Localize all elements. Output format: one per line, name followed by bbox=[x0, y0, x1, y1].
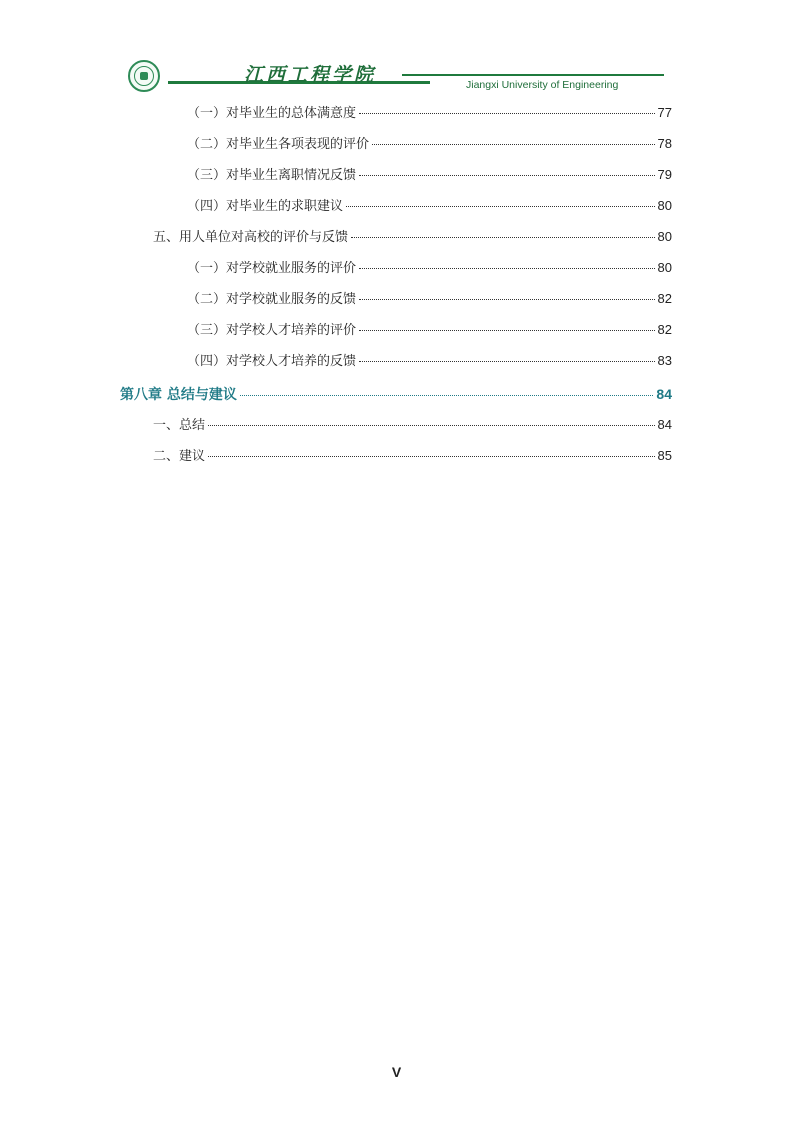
toc-entry-label: （四）对学校人才培养的反馈 bbox=[187, 354, 357, 369]
toc-entry[interactable] bbox=[187, 257, 672, 279]
toc-entry[interactable] bbox=[187, 133, 672, 155]
toc-entry-label: （二）对毕业生各项表现的评价 bbox=[187, 137, 370, 152]
page-header bbox=[0, 0, 793, 100]
toc-entry-page: 80 bbox=[657, 198, 672, 213]
toc-entry[interactable] bbox=[153, 414, 672, 436]
toc-entry-page: 79 bbox=[657, 167, 672, 182]
toc-entry-page: 82 bbox=[657, 291, 672, 306]
toc-entry[interactable] bbox=[187, 288, 672, 310]
toc-entry-page: 77 bbox=[657, 105, 672, 120]
toc-leader-dots bbox=[359, 330, 655, 331]
toc-entry-label: 第八章 总结与建议 bbox=[120, 387, 237, 403]
toc-entry-label: 二、建议 bbox=[153, 449, 206, 464]
toc-entry[interactable] bbox=[187, 350, 672, 372]
toc-entry-page: 84 bbox=[657, 417, 672, 432]
toc-leader-dots bbox=[240, 395, 654, 396]
toc-entry[interactable] bbox=[153, 226, 672, 248]
toc-entry-page: 80 bbox=[657, 260, 672, 275]
toc-entry-label: （二）对学校就业服务的反馈 bbox=[187, 292, 357, 307]
toc-leader-dots bbox=[351, 237, 655, 238]
toc-entry[interactable] bbox=[187, 319, 672, 341]
page-number: V bbox=[391, 1064, 402, 1080]
header-rule-upper bbox=[402, 74, 664, 76]
toc-leader-dots bbox=[346, 206, 655, 207]
toc-leader-dots bbox=[208, 456, 655, 457]
toc-leader-dots bbox=[359, 268, 655, 269]
toc-entry-label: （三）对毕业生离职情况反馈 bbox=[187, 168, 357, 183]
toc-entry-label: 一、总结 bbox=[153, 418, 206, 433]
toc-entry-page: 82 bbox=[657, 322, 672, 337]
toc-entry-page: 78 bbox=[657, 136, 672, 151]
toc-leader-dots bbox=[359, 361, 655, 362]
school-name-cn: 江西工程学院 bbox=[244, 64, 377, 86]
toc-entry-page: 80 bbox=[657, 229, 672, 244]
toc-leader-dots bbox=[208, 425, 655, 426]
toc-entry-label: （一）对毕业生的总体满意度 bbox=[187, 106, 357, 121]
toc-leader-dots bbox=[359, 113, 655, 114]
toc-leader-dots bbox=[359, 299, 655, 300]
toc-entry-page: 83 bbox=[657, 353, 672, 368]
toc-entry[interactable] bbox=[153, 445, 672, 467]
toc-chapter-entry[interactable] bbox=[120, 383, 672, 405]
toc-entry-label: （四）对毕业生的求职建议 bbox=[187, 199, 344, 214]
toc-entry[interactable] bbox=[187, 102, 672, 124]
university-logo-icon bbox=[128, 60, 160, 92]
school-name-en: Jiangxi University of Engineering bbox=[466, 79, 619, 91]
toc-entry[interactable] bbox=[187, 164, 672, 186]
toc-leader-dots bbox=[359, 175, 655, 176]
toc-entry-label: （一）对学校就业服务的评价 bbox=[187, 261, 357, 276]
toc-entry[interactable] bbox=[187, 195, 672, 217]
toc-entry-label: （三）对学校人才培养的评价 bbox=[187, 323, 357, 338]
toc-entry-page: 84 bbox=[656, 386, 672, 402]
toc-leader-dots bbox=[372, 144, 655, 145]
toc-entry-label: 五、用人单位对高校的评价与反馈 bbox=[153, 230, 349, 245]
toc-entry-page: 85 bbox=[657, 448, 672, 463]
